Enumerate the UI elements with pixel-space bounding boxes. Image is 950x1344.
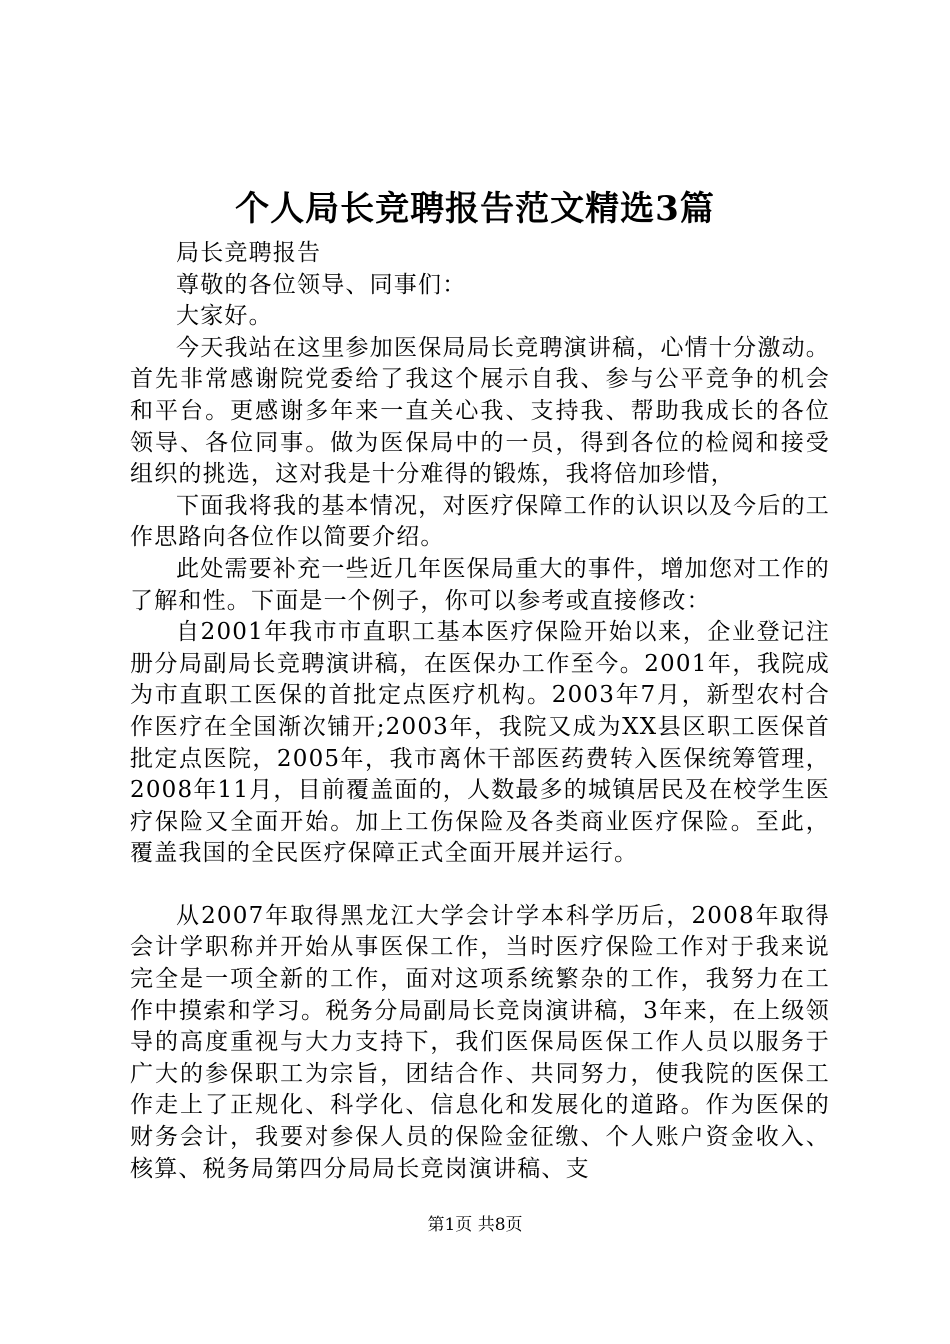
document-body	[130, 238, 830, 1185]
paragraph-greeting: 大家好。	[176, 303, 273, 330]
paragraph: 今天我站在这里参加医保局局长竞聘演讲稿，心情十分激动。首先非常感谢院党委给了我这个展示自我、参与公平竞争的机会和平台。更感谢多年来一直关心我、支持我、帮助我成长的各位领导、各位同事。做为医保局中的一员，得到各位的检阅和接受组织的挑选，这对我是十分难得的锻炼，我将倍加珍惜，	[130, 334, 830, 488]
page-footer: 第1页 共8页	[427, 1215, 523, 1235]
paragraph-heading: 局长竞聘报告	[176, 240, 322, 266]
paragraph: 自2001年我市市直职工基本医疗保险开始以来，企业登记注册分局副局长竞聘演讲稿，在医保办工作至今。2001年，我院成为市直职工医保的首批定点医疗机构。2003年7月，新型农村合作医疗在全国渐次铺开;2003年，我院又成为XX县区职工医保首批定点医院，2005年，我市离休干部医药费转入医保统筹管理，2008年11月，目前覆盖面的，人数最多的城镇居民及在校学生医疗保险又全面开始。加上工伤保险及各类商业医疗保险。至此，覆盖我国的全民医疗保障正式全面开展并运行。	[130, 619, 830, 867]
paragraph: 此处需要补充一些近几年医保局重大的事件，增加您对工作的了解和性。下面是一个例子，你可以参考或直接修改：	[130, 555, 830, 614]
paragraph-salutation: 尊敬的各位领导、同事们：	[176, 271, 467, 298]
paragraph: 下面我将我的基本情况，对医疗保障工作的认识以及今后的工作思路向各位作以简要介绍。	[130, 492, 830, 551]
paragraph: 从2007年取得黑龙江大学会计学本科学历后，2008年取得会计学职称并开始从事医保工作，当时医疗保险工作对于我来说完全是一项全新的工作，面对这项系统繁杂的工作，我努力在工作中摸索和学习。税务分局副局长竞岗演讲稿，3年来，在上级领导的高度重视与大力支持下，我们医保局医保工作人员以服务于广大的参保职工为宗旨，团结合作、共同努力，使我院的医保工作走上了正规化、科学化、信息化和发展化的道路。作为医保的财务会计，我要对参保人员的保险金征缴、个人账户资金收入、核算、税务局第四分局局长竞岗演讲稿、支	[130, 902, 830, 1182]
document-title: 个人局长竞聘报告范文精选3篇	[235, 189, 715, 229]
